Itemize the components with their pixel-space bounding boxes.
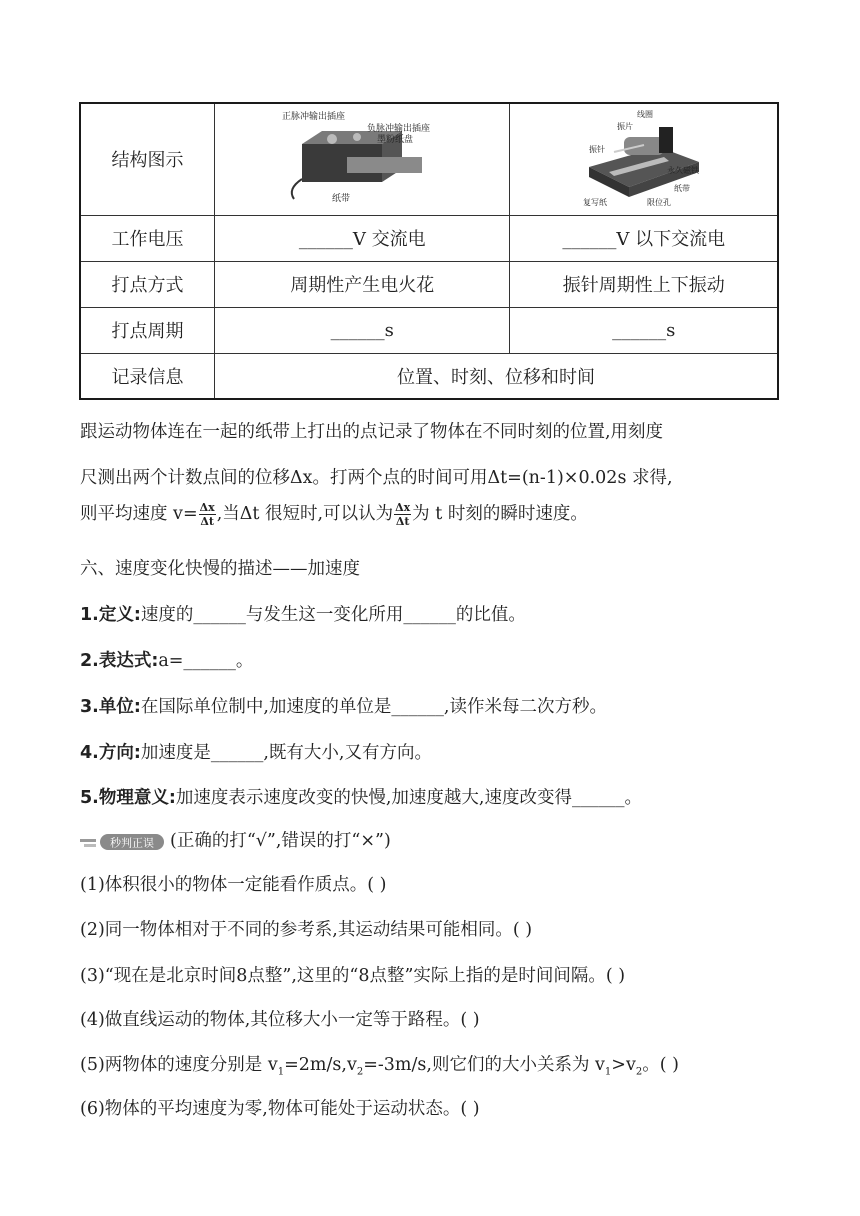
label-negative-socket: 负脉冲输出插座 [367,124,431,135]
avg-velocity-fraction: $\frac{\Delta x}{\Delta t}$ [199,501,215,528]
label-needle: 振针 [588,145,605,155]
header-period: 打点周期 [80,307,215,353]
label-carbon-paper: 复写纸 [582,198,607,208]
judge-q1: (1)体积很小的物体一定能看作质点。( ) [80,875,387,895]
item-meaning: 5.物理意义:加速度表示速度改变的快慢,加速度越大,速度改变得______。 [80,788,642,808]
em-period: ______s [510,307,778,353]
label-magnet: 永久磁铁 [666,166,699,176]
judge-q3: (3)“现在是北京时间8点整”,这里的“8点整”实际上指的是时间间隔。( ) [80,966,626,986]
para-line-3b: ,当Δt 很短时,可以认为 [216,504,394,524]
label-positive-socket: 正脉冲输出插座 [282,112,346,123]
header-method: 打点方式 [80,261,215,307]
item-definition: 1.定义:速度的______与发生这一变化所用______的比值。 [80,605,526,625]
label-coil: 线圈 [636,110,653,120]
em-voltage: ______V 以下交流电 [510,215,778,261]
em-method: 振针周期性上下振动 [510,261,778,307]
judge-tag-badge [80,833,166,851]
spark-period: ______s [215,307,510,353]
instant-velocity-fraction: $\frac{\Delta x}{\Delta t}$ [395,501,411,528]
para-line-3a: 则平均速度 v= [80,504,198,524]
spark-method: 周期性产生电火花 [215,261,510,307]
svg-text:秒判正误: 秒判正误 [110,836,154,849]
para-line-2: 尺测出两个计数点间的位移Δx。打两个点的时间可用Δt=(n-1)×0.02s 求得, [80,468,673,488]
para-line-3c: 为 t 时刻的瞬时速度。 [412,504,588,524]
header-record: 记录信息 [80,353,215,399]
spark-voltage: ______V 交流电 [215,215,510,261]
judge-q5: (5)两物体的速度分别是 $v_1=2m/s,v_2=-3m/s$,则它们的大小关系为 $v_1>v_2$。( ) [80,1055,679,1078]
judge-q6: (6)物体的平均速度为零,物体可能处于运动状态。( ) [80,1099,480,1119]
spark-timer-figure [272,109,452,209]
header-voltage: 工作电压 [80,215,215,261]
spark-timer-figure-cell [215,103,510,215]
header-structure: 结构图示 [80,103,215,215]
timer-comparison-table [79,102,779,400]
para-line-3 [80,500,588,528]
electromagnetic-timer-figure [569,107,719,211]
item-unit: 3.单位:在国际单位制中,加速度的单位是______,读作米每二次方秒。 [80,697,607,717]
section-6-title: 六、速度变化快慢的描述——加速度 [80,559,360,579]
para-line-1: 跟运动物体连在一起的纸带上打出的点记录了物体在不同时刻的位置,用刻度 [80,422,664,442]
label-paper-tape: 纸带 [332,194,351,205]
electromagnetic-timer-figure-cell [510,103,778,215]
record-info: 位置、时刻、位移和时间 [215,353,779,399]
label-limit-hole: 限位孔 [646,198,671,208]
label-toner-disc: 墨粉纸盘 [377,135,414,146]
item-direction: 4.方向:加速度是______,既有大小,又有方向。 [80,743,432,763]
label-vibrating-plate: 振片 [616,122,633,132]
item-expression: 2.表达式:a=______。 [80,651,254,671]
label-tape: 纸带 [673,184,690,194]
judge-q2: (2)同一物体相对于不同的参考系,其运动结果可能相同。( ) [80,920,533,940]
judge-q4: (4)做直线运动的物体,其位移大小一定等于路程。( ) [80,1010,480,1030]
judge-intro: (正确的打“√”,错误的打“×”) [170,831,391,851]
judge-intro-line [80,827,391,852]
